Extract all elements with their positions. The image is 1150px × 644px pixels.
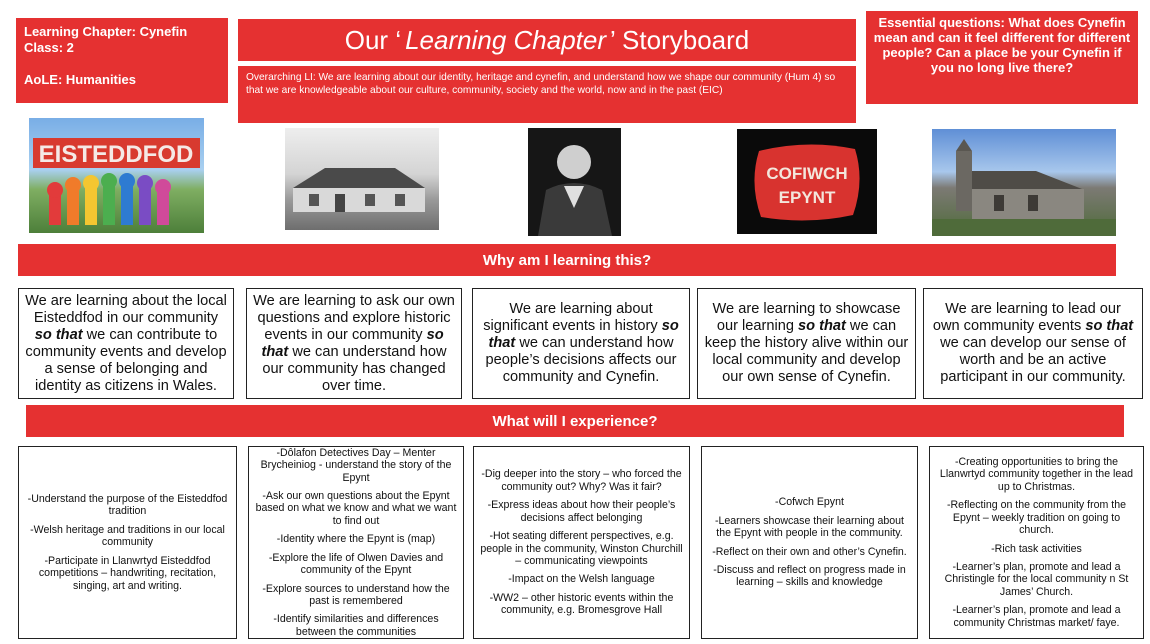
- church-illustration: [932, 129, 1116, 236]
- why-text: we can develop our sense of worth and be an active participant in our community.: [940, 335, 1126, 385]
- experience-item: -Reflect on their own and other’s Cynefin.: [712, 545, 907, 558]
- chapter-info-box: [16, 18, 228, 103]
- experience-item: -Understand the purpose of the Eisteddfod tradition: [27, 493, 228, 518]
- experience-item: -Explore sources to understand how the past is remembered: [262, 582, 450, 607]
- experience-item: -Identity where the Epynt is (map): [276, 533, 436, 546]
- cofiwch-epynt-photo: [737, 129, 877, 234]
- experience-item: -Learner’s plan, promote and lead a Christingle for the local community n St James’ Church.: [944, 560, 1129, 598]
- experience-item: -Rich task activities: [991, 542, 1082, 555]
- why-card-community-events: [923, 288, 1143, 399]
- title-emphasis: Learning Chapter: [405, 24, 607, 55]
- experience-item: -Participate in Llanwrtyd Eisteddfod competitions – handwriting, recitation, singing, art and writing.: [38, 554, 217, 592]
- class-line: Class: 2: [24, 40, 74, 55]
- eisteddfod-illustration: [29, 118, 204, 233]
- experience-item: -Cofwch Epynt: [775, 496, 844, 509]
- why-learning-heading: Why am I learning this?: [482, 251, 652, 269]
- experience-item: -Learners showcase their learning about the Epynt with people in the community.: [714, 514, 905, 540]
- experience-item: -WW2 – other historic events within the community, e.g. Bromesgrove Hall: [489, 591, 674, 617]
- churchill-illustration: [528, 128, 621, 236]
- why-card-eisteddfod: [18, 288, 234, 399]
- farmhouse-illustration: [285, 128, 439, 230]
- experience-band: [26, 405, 1124, 437]
- why-text: we can contribute to community events and develop a sense of belonging and identity as citizens in Wales.: [25, 326, 227, 394]
- experience-card-showcase: [701, 446, 918, 639]
- why-text: we can understand how people’s decisions affects our community and Cynefin.: [485, 335, 677, 385]
- essential-questions-text: Essential questions: What does Cynefin mean and can it feel different for different people? Can a place be your Cynefin if you no long live there?: [873, 15, 1131, 75]
- experience-item: -Dôlafon Detectives Day – Menter Brycheiniog - understand the story of the Epynt: [260, 446, 452, 484]
- experience-item: -Explore the life of Olwen Davies and community of the Epynt: [268, 551, 444, 577]
- page-title: [238, 19, 856, 61]
- experience-card-eisteddfod: [18, 446, 237, 639]
- overarching-li-text: Overarching LI: We are learning about our identity, heritage and cynefin, and understand how we shape our community (Hum 4) so that we are knowledgeable about our culture, community, society and the world, now and in the past (EIC): [246, 72, 836, 96]
- churchill-photo: [528, 128, 621, 236]
- experience-item: -Identify similarities and differences between the communities: [273, 613, 439, 638]
- experience-card-epynt-story: [248, 446, 464, 639]
- why-card-showcase: [697, 288, 916, 399]
- so-that-emphasis: so that: [1085, 318, 1134, 334]
- why-card-historic-events: [246, 288, 462, 399]
- why-text: We are learning about significant events in history: [483, 301, 662, 334]
- experience-item: -Dig deeper into the story – who forced the community out? Why? Was it fair?: [481, 468, 682, 493]
- experience-item: -Welsh heritage and traditions in our local community: [30, 523, 225, 549]
- title-suffix: ’ Storyboard: [610, 24, 750, 55]
- chapter-line: Learning Chapter: Cynefin: [24, 24, 188, 39]
- so-that-emphasis: so that: [488, 318, 679, 351]
- experience-item: -Creating opportunities to bring the Llanwrtyd community together in the lead up to Christmas.: [939, 456, 1134, 493]
- cofiwch-epynt-sign: [737, 129, 877, 234]
- eisteddfod-photo: [29, 118, 204, 233]
- so-that-emphasis: so that: [34, 326, 83, 343]
- so-that-emphasis: so that: [798, 318, 846, 334]
- epynt-farmhouse-photo: [285, 128, 439, 230]
- experience-item: -Hot seating different perspectives, e.g. people in the community, Winston Churchill – communicating viewpoints: [480, 530, 683, 567]
- experience-heading: What will I experience?: [492, 412, 658, 430]
- eisteddfod-sign-text: EISTEDDFOD: [38, 141, 194, 168]
- aole-line: AoLE: Humanities: [24, 72, 136, 87]
- experience-item: -Discuss and reflect on progress made in learning – skills and knowledge: [713, 563, 906, 589]
- why-text: we can understand how our community has changed over time.: [262, 343, 447, 394]
- essential-questions-box: [866, 11, 1138, 104]
- cofiwch-text: COFIWCH: [766, 164, 848, 183]
- title-prefix: Our ‘: [344, 24, 402, 55]
- epynt-text: EPYNT: [778, 188, 836, 207]
- why-text: We are learning about the local Eisteddfod in our community: [25, 292, 227, 326]
- experience-card-dig-deeper: [473, 446, 690, 639]
- why-learning-band: [18, 244, 1116, 276]
- experience-item: -Learner’s plan, promote and lead a community Christmas market/ faye.: [952, 604, 1121, 629]
- why-card-significant-events: [472, 288, 690, 399]
- experience-item: -Reflecting on the community from the Epynt – weekly tradition on going to church.: [947, 499, 1126, 537]
- experience-card-community: [929, 446, 1144, 639]
- experience-item: -Express ideas about how their people’s decisions affect belonging: [487, 499, 676, 524]
- why-text: We are learning to lead our own community events: [932, 301, 1121, 334]
- church-photo: [932, 129, 1116, 236]
- experience-item: -Ask our own questions about the Epynt based on what we know and what we want to find out: [255, 490, 457, 527]
- overarching-li-box: [238, 66, 856, 123]
- why-text: We are learning to ask our own questions and explore historic events in our community: [253, 292, 455, 343]
- so-that-emphasis: so that: [261, 326, 444, 360]
- experience-item: -Impact on the Welsh language: [508, 573, 655, 586]
- why-text: We are learning to showcase our learning: [712, 301, 901, 334]
- why-text: we can keep the history alive within our local community and develop our own sense of Cynefin.: [704, 318, 909, 385]
